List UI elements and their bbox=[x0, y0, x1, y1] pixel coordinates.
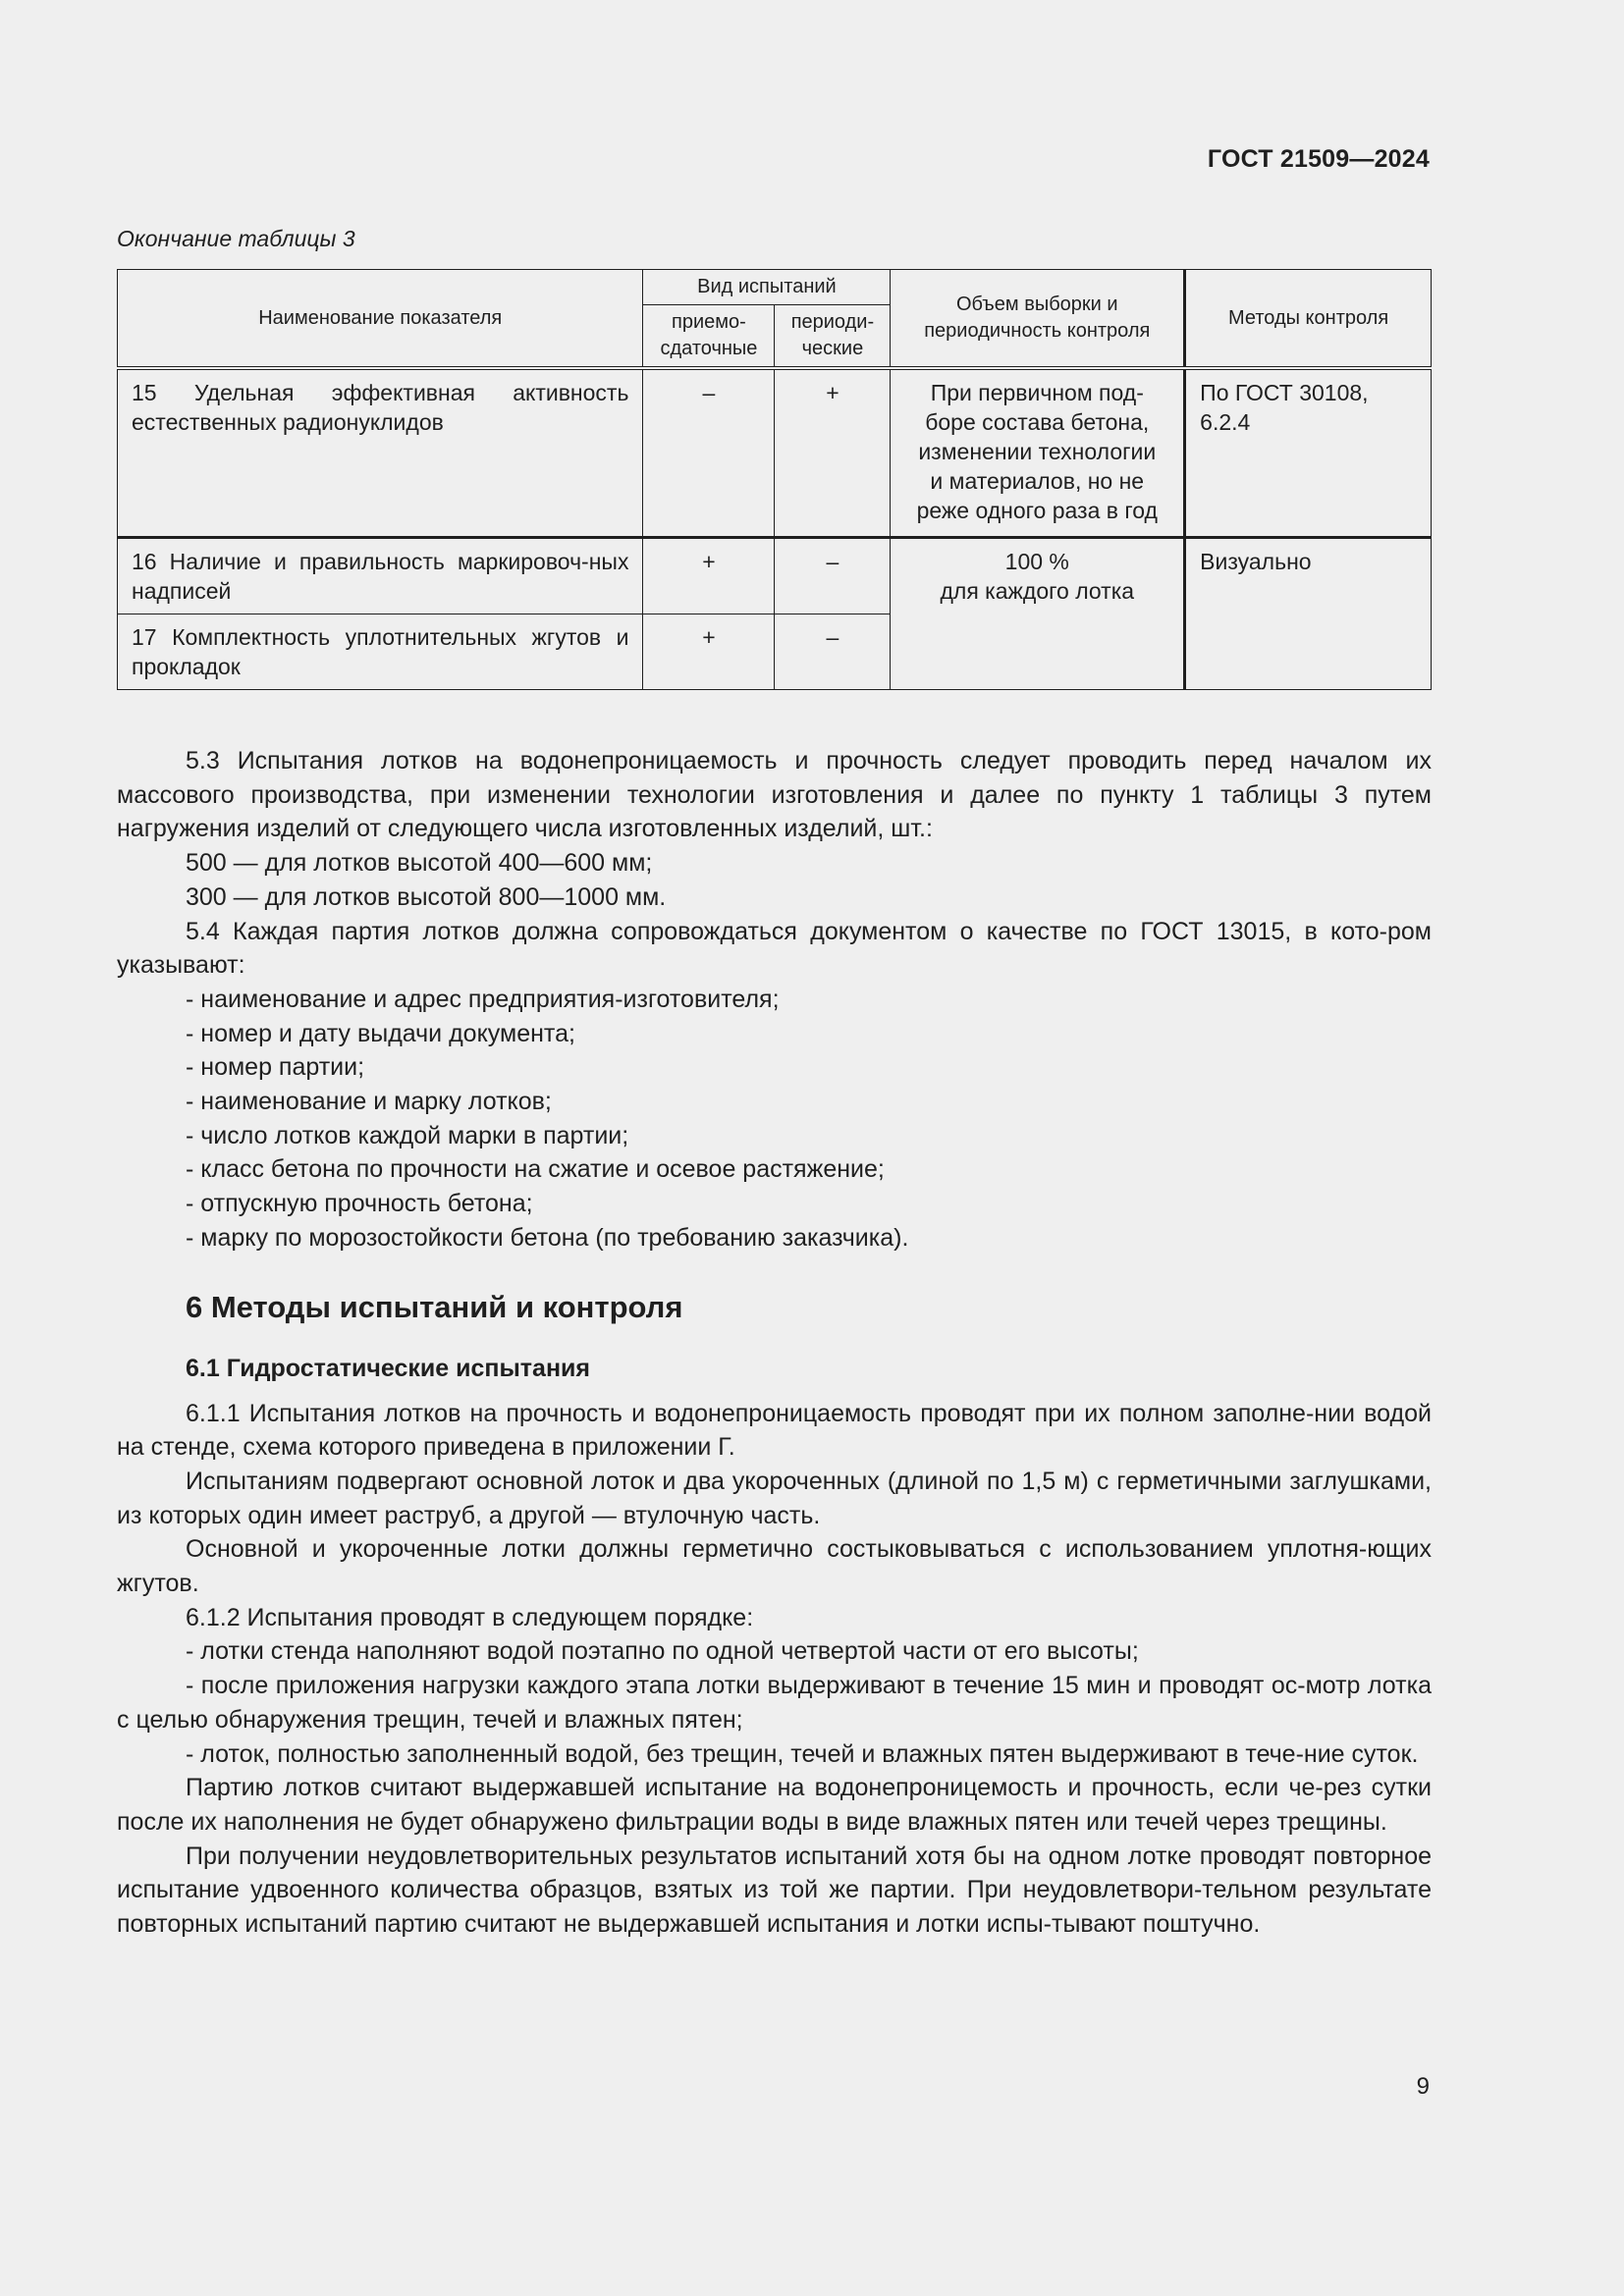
document-code: ГОСТ 21509—2024 bbox=[1207, 145, 1430, 173]
body-text bbox=[117, 744, 1432, 1942]
list-item: - число лотков каждой марки в партии; bbox=[186, 1121, 629, 1149]
cell-acceptance: + bbox=[643, 537, 775, 614]
header-acceptance: приемо- сдаточные bbox=[643, 305, 775, 369]
header-indicator-name: Наименование показателя bbox=[118, 270, 643, 369]
list-item: - наименование и марку лотков; bbox=[186, 1088, 552, 1116]
list-item: - лоток, полностью заполненный водой, без трещин, течей и влажных пятен выдерживают в тече-ние суток. bbox=[186, 1739, 1419, 1768]
paragraph-height-500: 500 — для лотков высотой 400—600 мм; bbox=[186, 849, 653, 878]
cell-acceptance: + bbox=[643, 614, 775, 689]
requirements-table bbox=[117, 269, 1432, 690]
paragraph-retest: При получении неудовлетворительных результатов испытаний хотя бы на одном лотке проводят повторное испытание удвоенного количества образцов, взятых из той же партии. При неудовлетвори-тельном результате повторных испытаний партию считают не выдержавшей испытания и лотки испы-тывают поштучно. bbox=[117, 1842, 1432, 1939]
paragraph-6-1-2: 6.1.2 Испытания проводят в следующем порядке: bbox=[186, 1603, 754, 1631]
cell-sample-volume: При первичном под- боре состава бетона, изменении технологии и материалов, но не реже одного раза в год bbox=[891, 368, 1185, 537]
list-item: - лотки стенда наполняют водой поэтапно по одной четвертой части от его высоты; bbox=[186, 1637, 1139, 1666]
cell-indicator-name: 17 Комплектность уплотнительных жгутов и прокладок bbox=[118, 614, 643, 689]
table-header-row bbox=[118, 270, 1432, 305]
list-item: - после приложения нагрузки каждого этапа лотки выдерживают в течение 15 мин и проводят ос-мотр лотка с целью обнаружения трещин, течей и влажных пятен; bbox=[117, 1672, 1432, 1734]
paragraph-test-samples: Испытаниям подвергают основной лоток и два укороченных (длиной по 1,5 м) с герметичными заглушками, из которых один имеет раструб, а другой — втулочную часть. bbox=[117, 1467, 1432, 1529]
paragraph-height-300: 300 — для лотков высотой 800—1000 мм. bbox=[186, 882, 667, 911]
cell-periodic: + bbox=[775, 368, 891, 537]
cell-acceptance: – bbox=[643, 368, 775, 537]
paragraph-acceptance-criteria: Партию лотков считают выдержавшей испытание на водонепроницемость и прочность, если че-рез сутки после их наполнения не будет обнаружено фильтрации воды в виде влажных пятен или течей через трещины. bbox=[117, 1774, 1432, 1836]
section-6-1-title: 6.1 Гидростатические испытания bbox=[186, 1354, 591, 1382]
paragraph-docking: Основной и укороченные лотки должны герметично состыковываться с использованием уплотня-ющих жгутов. bbox=[117, 1535, 1432, 1598]
header-sample-volume: Объем выборки и периодичность контроля bbox=[891, 270, 1185, 369]
table-row bbox=[118, 368, 1432, 537]
header-test-type: Вид испытаний bbox=[643, 270, 891, 305]
cell-sample-volume: 100 % для каждого лотка bbox=[891, 537, 1185, 689]
list-item: - марку по морозостойкости бетона (по требованию заказчика). bbox=[186, 1223, 909, 1252]
list-item: - наименование и адрес предприятия-изготовителя; bbox=[186, 985, 780, 1013]
page-number: 9 bbox=[1416, 2073, 1430, 2100]
paragraph-5-4: 5.4 Каждая партия лотков должна сопровождаться документом о качестве по ГОСТ 13015, в кото-ром указывают: bbox=[117, 917, 1432, 980]
header-control-methods: Методы контроля bbox=[1185, 270, 1432, 369]
list-item: - номер партии; bbox=[186, 1053, 365, 1082]
list-item: - номер и дату выдачи документа; bbox=[186, 1019, 575, 1047]
list-item: - отпускную прочность бетона; bbox=[186, 1190, 533, 1218]
paragraph-5-3: 5.3 Испытания лотков на водонепроницаемость и прочность следует проводить перед началом их массового производства, при изменении технологии изготовления и далее по пункту 1 таблицы 3 путем нагружения изделий от следующего числа изготовленных изделий, шт.: bbox=[117, 747, 1432, 843]
table-row bbox=[118, 537, 1432, 614]
paragraph-6-1-1: 6.1.1 Испытания лотков на прочность и водонепроницаемость проводят при их полном заполне-нии водой на стенде, схема которого приведена в приложении Г. bbox=[117, 1399, 1432, 1462]
section-6-title: 6 Методы испытаний и контроля bbox=[186, 1289, 683, 1324]
cell-periodic: – bbox=[775, 537, 891, 614]
list-item: - класс бетона по прочности на сжатие и осевое растяжение; bbox=[186, 1155, 885, 1184]
table-caption: Окончание таблицы 3 bbox=[117, 226, 355, 251]
cell-control-method: Визуально bbox=[1185, 537, 1432, 689]
cell-periodic: – bbox=[775, 614, 891, 689]
cell-control-method: По ГОСТ 30108, 6.2.4 bbox=[1185, 368, 1432, 537]
cell-indicator-name: 16 Наличие и правильность маркировоч-ных надписей bbox=[118, 537, 643, 614]
header-periodic: периоди- ческие bbox=[775, 305, 891, 369]
cell-indicator-name: 15 Удельная эффективная активность естественных радионуклидов bbox=[118, 368, 643, 537]
